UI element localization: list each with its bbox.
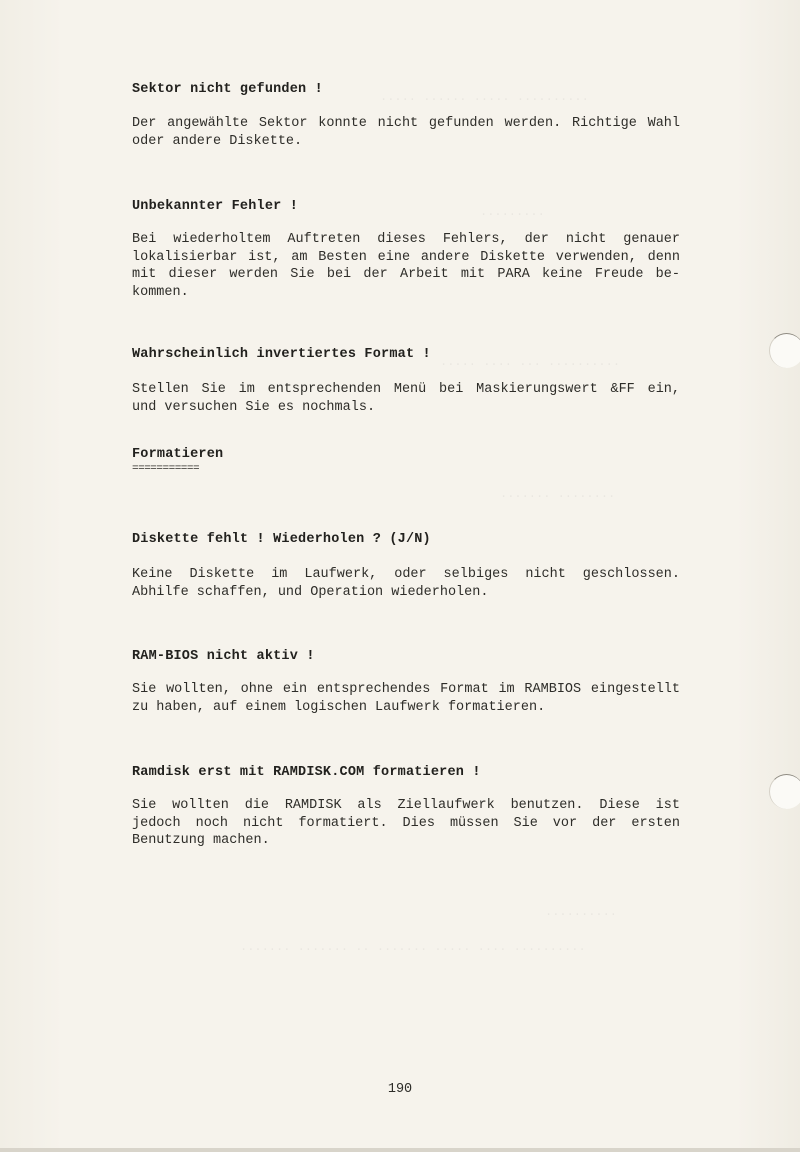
show-through-text: ......... <box>480 205 545 219</box>
show-through-text: ....... ....... .. ....... ..... .... .......... <box>240 940 586 954</box>
show-through-text: ..... .... ... .......... <box>440 355 621 369</box>
body-line: Bei wiederholtem Auftreten dieses Fehlers, der nicht genauer <box>132 232 680 247</box>
body-line: Sie wollten die RAMDISK als Ziellaufwerk benutzen. Diese ist <box>132 798 680 813</box>
section-heading: Diskette fehlt ! Wiederholen ? (J/N) <box>132 532 431 547</box>
body-line: Der angewählte Sektor konnte nicht gefunden werden. Richtige Wahl <box>132 116 680 131</box>
show-through-text: ....... ........ <box>500 487 616 501</box>
heading-underline: =========== <box>132 463 200 475</box>
body-line: Stellen Sie im entsprechenden Menü bei Maskierungswert &FF ein, <box>132 382 680 397</box>
body-line: kommen. <box>132 284 189 300</box>
section-heading: Sektor nicht gefunden ! <box>132 82 323 97</box>
body-line: jedoch noch nicht formatiert. Dies müssen Sie vor der ersten <box>132 815 680 831</box>
section-body <box>132 797 680 850</box>
section-body <box>132 231 680 301</box>
body-line: Abhilfe schaffen, und Operation wiederholen. <box>132 584 489 600</box>
show-through-text: ..... ...... ..... .......... <box>380 90 589 104</box>
section-heading: Unbekannter Fehler ! <box>132 199 299 214</box>
page-number: 190 <box>387 1082 413 1097</box>
punch-hole <box>769 333 800 368</box>
body-line: und versuchen Sie es nochmals. <box>132 399 376 415</box>
body-line: zu haben, auf einem logischen Laufwerk formatieren. <box>132 699 546 715</box>
page-edge <box>0 1148 800 1152</box>
body-line: lokalisierbar ist, am Besten eine andere Diskette verwenden, denn <box>132 249 680 265</box>
body-line: mit dieser werden Sie bei der Arbeit mit PARA keine Freude be- <box>132 267 680 282</box>
section-body <box>132 566 680 601</box>
body-line: oder andere Diskette. <box>132 133 303 149</box>
section-heading: Ramdisk erst mit RAMDISK.COM formatieren ! <box>132 765 481 780</box>
section-body <box>132 381 680 416</box>
section-body <box>132 681 680 716</box>
body-line: Keine Diskette im Laufwerk, oder selbiges nicht geschlossen. <box>132 567 680 582</box>
section-heading: RAM-BIOS nicht aktiv ! <box>132 649 315 664</box>
punch-hole <box>769 774 800 809</box>
section-body <box>132 115 680 150</box>
section-heading: Wahrscheinlich invertiertes Format ! <box>132 347 431 362</box>
show-through-text: .......... <box>545 905 618 919</box>
body-line: Sie wollten, ohne ein entsprechendes Format im RAMBIOS eingestellt <box>132 682 680 697</box>
body-line: Benutzung machen. <box>132 833 270 848</box>
chapter-heading: Formatieren <box>132 447 224 462</box>
